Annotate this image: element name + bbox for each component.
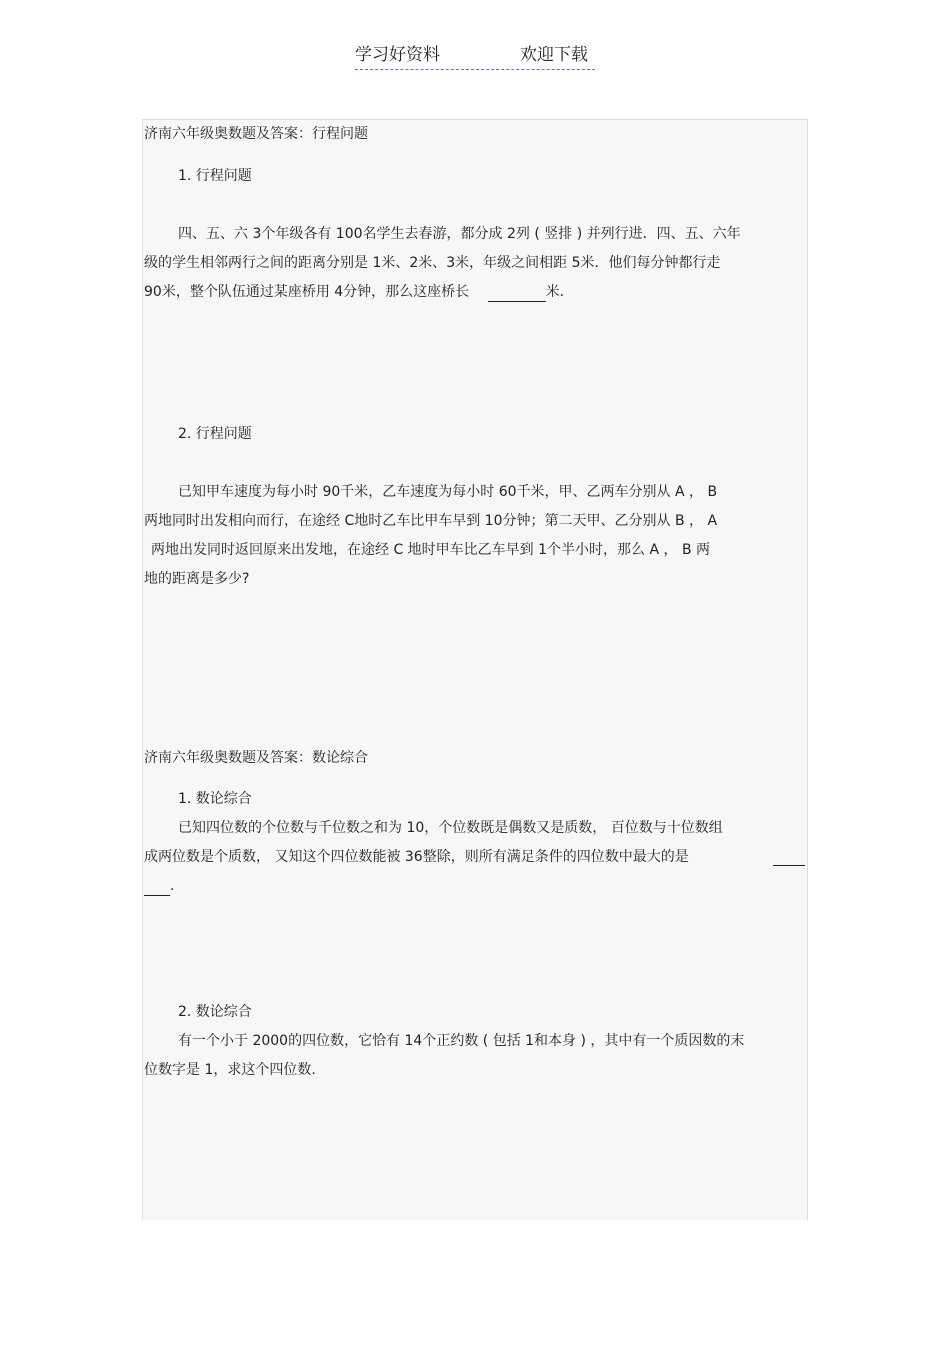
question-text: 90米，整个队伍通过某座桥用 4分钟，那么这座桥长 [144, 284, 470, 300]
question-text-line: 级的学生相邻两行之间的距离分别是 1米、2米、3米，年级之间相距 5米．他们每分钟都行走 [144, 255, 721, 271]
question-text-line: 位数字是 1，求这个四位数. [144, 1062, 316, 1078]
question-label: 1. 数论综合 [178, 791, 252, 807]
answer-blank-continued [144, 877, 170, 896]
question-text-line [144, 283, 574, 302]
question-text-line: 有一个小于 2000的四位数，它恰有 14个正约数 ( 包括 1和本身 ) ，其中有一个质因数的末 [178, 1033, 745, 1049]
question-text-line: 已知甲车速度为每小时 90千米，乙车速度为每小时 60千米，甲、乙两车分别从 A ， B [178, 484, 718, 500]
answer-blank [488, 283, 546, 302]
header-right-text: 欢迎下载 [520, 45, 588, 65]
section-title-travel: 济南六年级奥数题及答案：行程问题 [144, 126, 368, 142]
page-header [355, 40, 595, 70]
question-text-line [144, 877, 174, 896]
question-text-line: 两地出发同时返回原来出发地，在途经 C 地时甲车比乙车早到 1个半小时，那么 A ， B 两 [151, 542, 711, 558]
section-title-number-theory: 济南六年级奥数题及答案：数论综合 [144, 750, 368, 766]
question-text-line: 已知四位数的个位数与千位数之和为 10，个位数既是偶数又是质数， 百位数与十位数组 [178, 820, 723, 836]
question-label: 1. 行程问题 [178, 168, 252, 184]
question-label: 2. 行程问题 [178, 426, 252, 442]
answer-blank [773, 848, 805, 866]
question-text-line: 地的距离是多少? [144, 571, 250, 587]
question-tail: 米． [545, 284, 574, 300]
question-label: 2. 数论综合 [178, 1004, 252, 1020]
header-left-text: 学习好资料 [355, 45, 440, 65]
question-text-line: 四、五、六 3个年级各有 100名学生去春游，都分成 2列 ( 竖排 ) 并列行进．四、五、六年 [178, 226, 741, 242]
question-tail: . [170, 878, 175, 894]
question-text-line: 两地同时出发相向而行，在途经 C地时乙车比甲车早到 10分钟；第二天甲、乙分别从 B ， A [144, 513, 718, 529]
question-text-line: 成两位数是个质数， 又知这个四位数能被 36整除，则所有满足条件的四位数中最大的是 [144, 849, 689, 865]
